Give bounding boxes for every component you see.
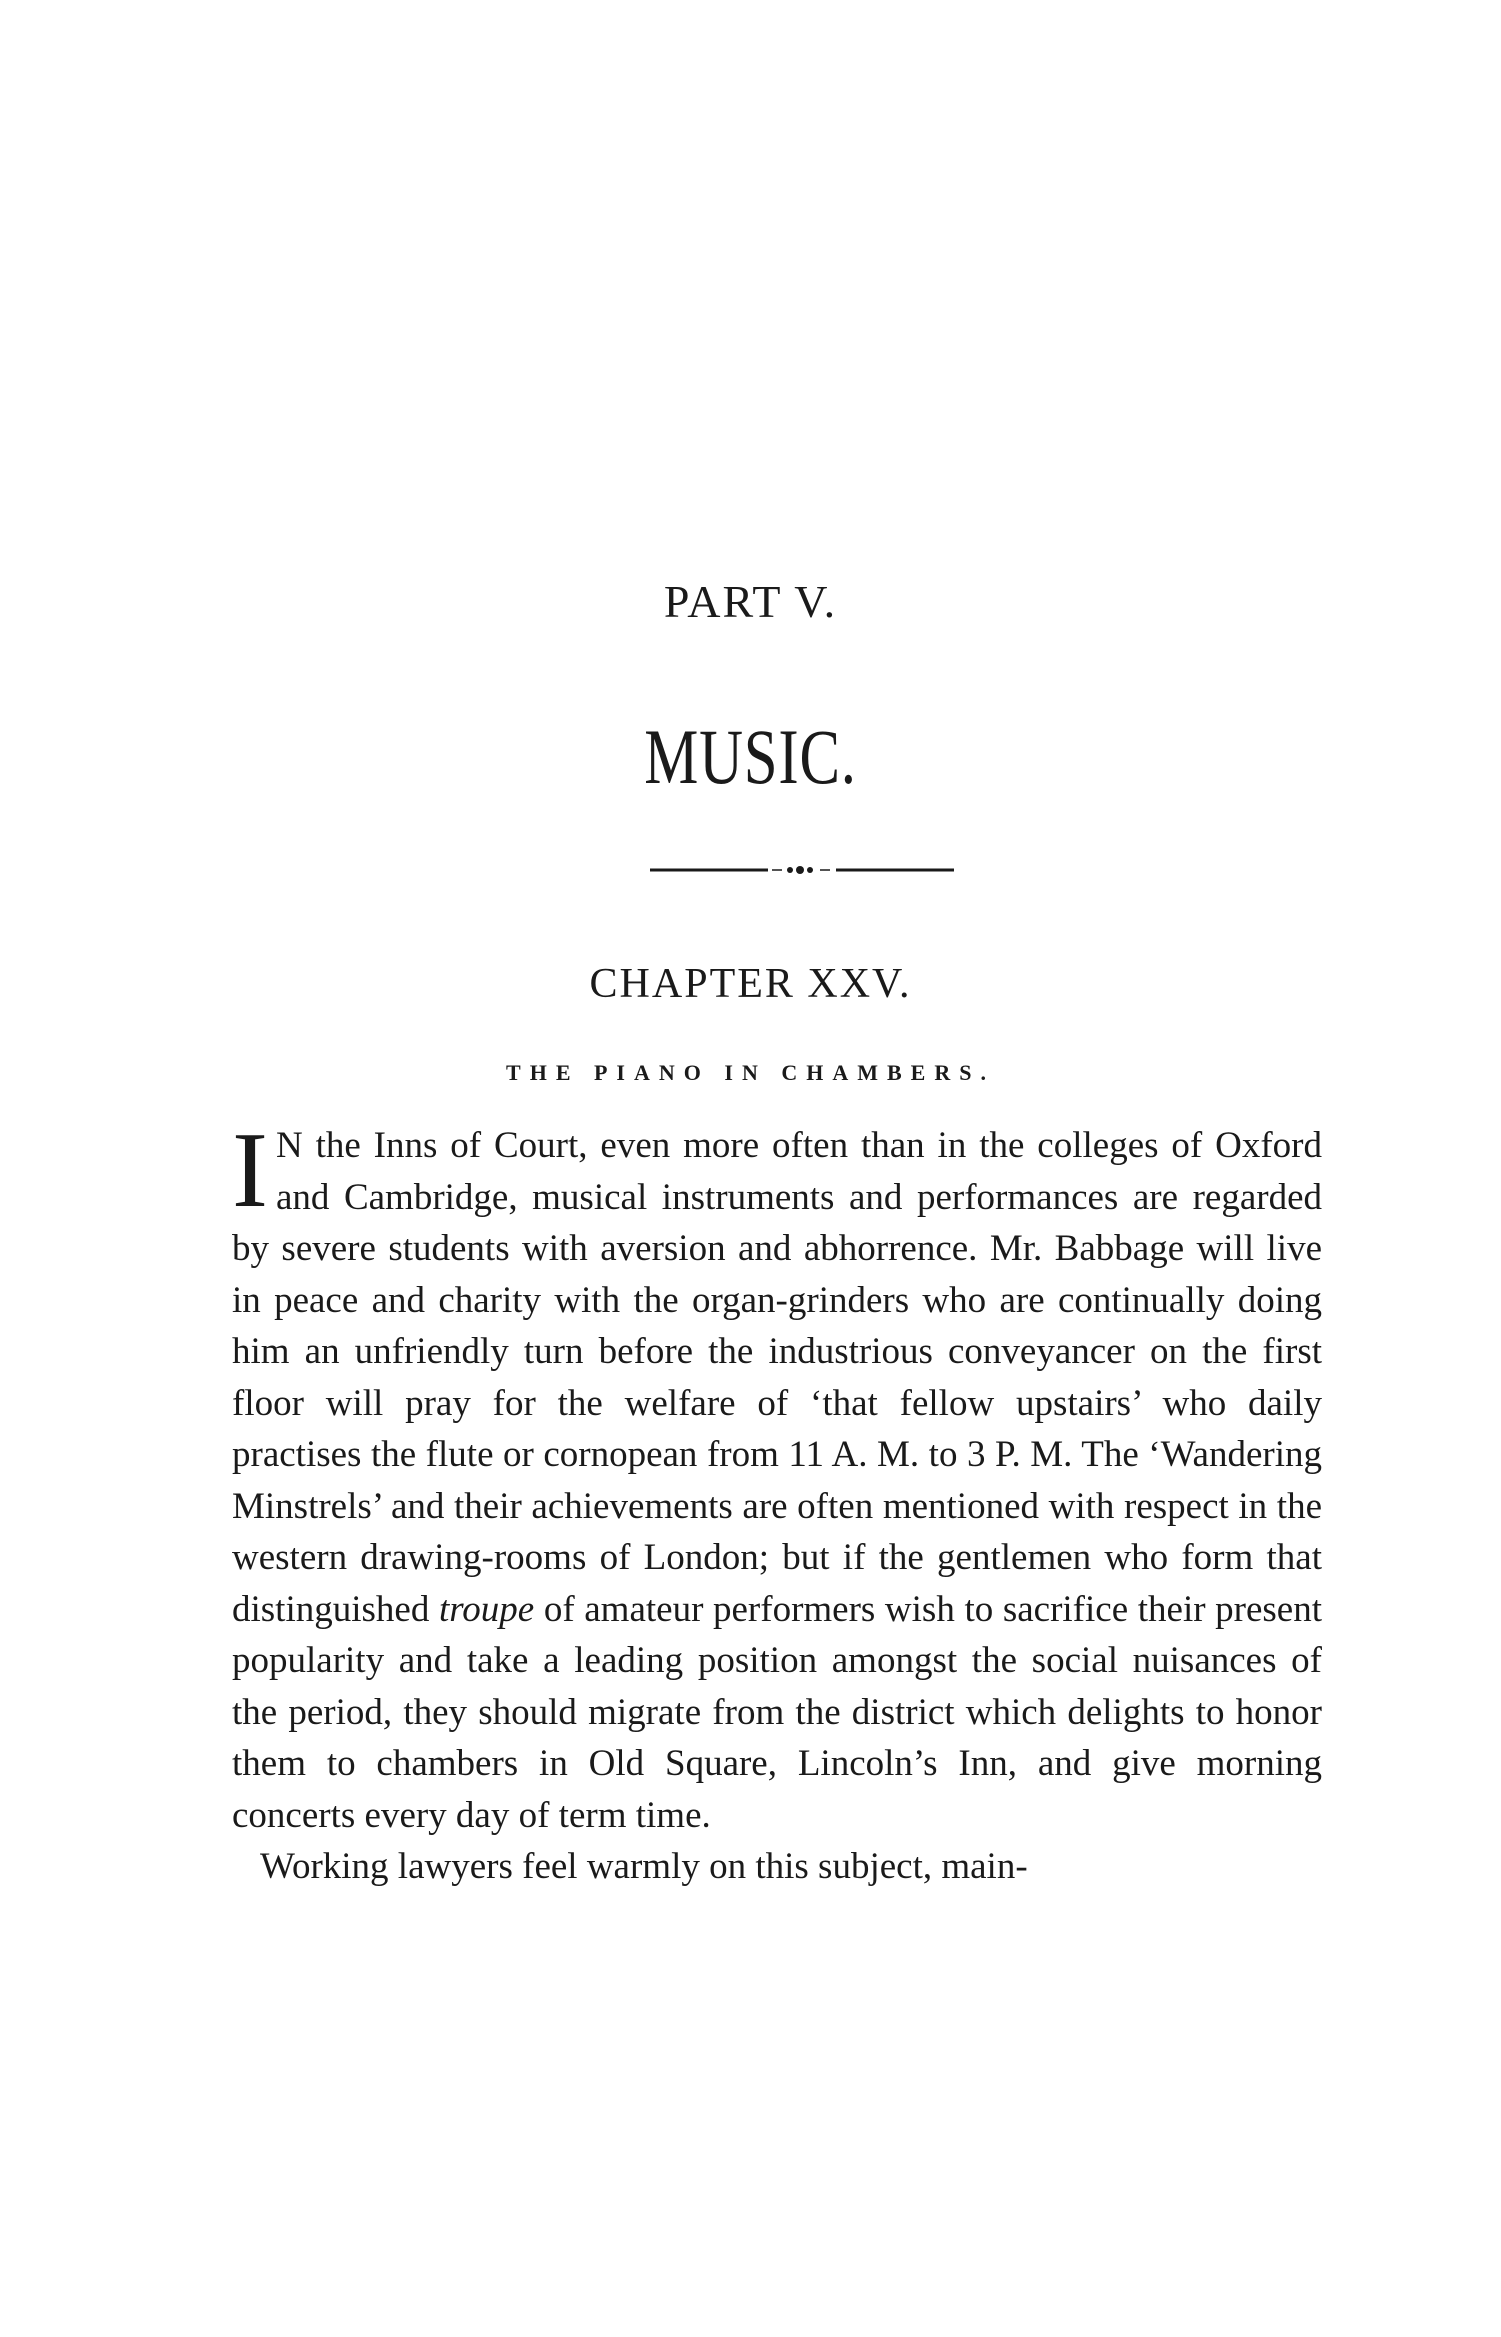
paragraph-1 bbox=[232, 1111, 1323, 1841]
paragraph-1-text-cont: of amateur performers wish to sacrifice their present popularity and take a leading position amongst the social nuisances of the period, they should migrate from the district which delights to honor them to chambers in Old Square, Lincoln’s Inn, and give morning concerts every day of term time. bbox=[232, 1588, 1323, 1836]
chapter-heading: CHAPTER XXV. bbox=[589, 961, 912, 1007]
ornamental-rule bbox=[650, 865, 954, 875]
paragraph-1-italic: troupe bbox=[438, 1588, 535, 1630]
body-text bbox=[232, 1111, 1323, 1893]
drop-cap: I bbox=[232, 1111, 268, 1230]
part-heading: PART V. bbox=[663, 576, 838, 627]
chapter-subheading: THE PIANO IN CHAMBERS. bbox=[506, 1060, 995, 1085]
paragraph-1-text: N the Inns of Court, even more often than in the colleges of Oxford and Cambridge, musical instruments and performances are regarded by severe students with aversion and abhorrence. Mr. Babbage will live in peace and charity with the organ-grinders who are continually doing him an unfriendly turn before the industrious conveyancer on the first floor will pray for the welfare of ‘that fellow upstairs’ who daily practises the flute or cornopean from 11 A. M. to 3 P. M. The ‘Wandering Minstrels’ and their achievements are often mentioned with respect in the western drawing-rooms of London; but if the gentlemen who form that distinguished bbox=[232, 1125, 1322, 1630]
section-heading: MUSIC. bbox=[644, 713, 857, 800]
paragraph-2: Working lawyers feel warmly on this subject, main- bbox=[260, 1846, 1028, 1887]
